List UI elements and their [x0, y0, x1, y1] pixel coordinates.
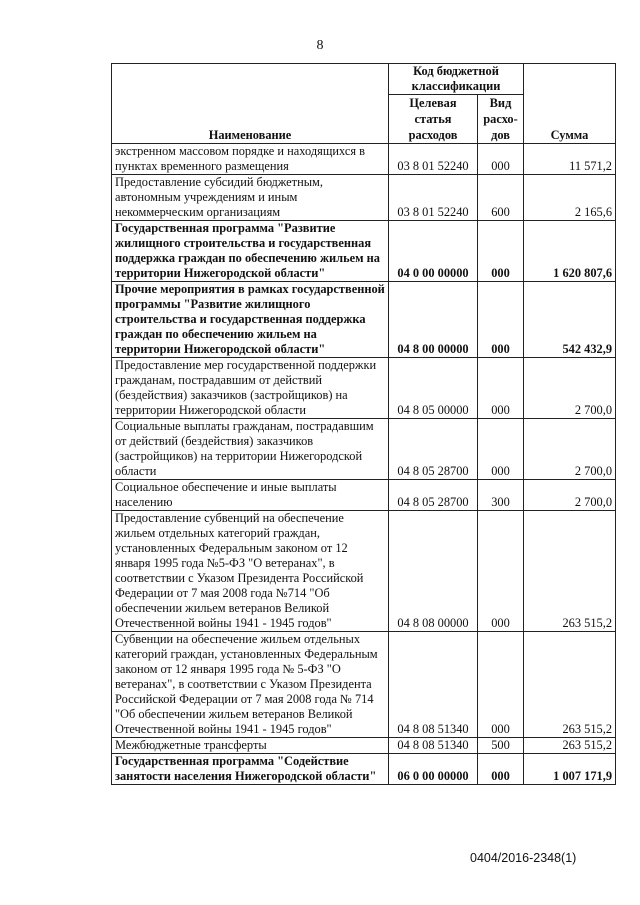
- row-name: Социальное обеспечение и иные выплаты населению: [112, 480, 389, 511]
- row-name: Межбюджетные трансферты: [112, 738, 389, 754]
- row-name: Субвенции на обеспечение жильем отдельных категорий граждан, установленных Федеральным законом от 12 января 1995 года № 5-ФЗ "О ветеранах", в соответствии с Указом Президента Российской Федерации от 7 мая 2008 года № 714 "Об обеспечении жильем ветеранов Великой Отечественной войны 1941 - 1945 годов": [112, 632, 389, 738]
- row-target-article: 04 8 00 00000: [389, 282, 478, 358]
- row-amount: 11 571,2: [524, 144, 616, 175]
- budget-table: [111, 63, 616, 785]
- header-code-group: Код бюджетной классификации: [389, 64, 524, 95]
- row-amount: 263 515,2: [524, 738, 616, 754]
- row-target-article: 04 8 08 51340: [389, 632, 478, 738]
- row-name: Государственная программа "Содействие занятости населения Нижегородской области": [112, 754, 389, 785]
- row-amount: 542 432,9: [524, 282, 616, 358]
- table-row: [112, 358, 616, 419]
- row-expense-type: 000: [478, 144, 524, 175]
- row-target-article: 04 8 05 00000: [389, 358, 478, 419]
- table-row: [112, 282, 616, 358]
- row-expense-type: 000: [478, 754, 524, 785]
- row-amount: 2 700,0: [524, 358, 616, 419]
- row-expense-type: 000: [478, 282, 524, 358]
- row-expense-type: 000: [478, 419, 524, 480]
- row-amount: 263 515,2: [524, 632, 616, 738]
- row-target-article: 04 8 05 28700: [389, 419, 478, 480]
- row-amount: 2 700,0: [524, 480, 616, 511]
- header-target-article: Целевая статья расходов: [389, 95, 478, 144]
- row-target-article: 06 0 00 00000: [389, 754, 478, 785]
- row-name: Социальные выплаты гражданам, пострадавшим от действий (бездействия) заказчиков (застройщиков) на территории Нижегородской области: [112, 419, 389, 480]
- row-amount: 1 620 807,6: [524, 221, 616, 282]
- row-expense-type: 000: [478, 632, 524, 738]
- row-name: Прочие мероприятия в рамках государственной программы "Развитие жилищного строительства и государственная поддержка граждан по обеспечению жильем на территории Нижегородской области": [112, 282, 389, 358]
- row-amount: 263 515,2: [524, 511, 616, 632]
- table-row: [112, 419, 616, 480]
- table-row: [112, 632, 616, 738]
- table-header: [112, 64, 616, 144]
- row-target-article: 04 8 05 28700: [389, 480, 478, 511]
- header-amount: Сумма: [524, 64, 616, 144]
- table-row: [112, 221, 616, 282]
- document-reference: 0404/2016-2348(1): [470, 851, 577, 865]
- row-amount: 1 007 171,9: [524, 754, 616, 785]
- header-expense-type: Вид расхо-дов: [478, 95, 524, 144]
- row-amount: 2 700,0: [524, 419, 616, 480]
- row-target-article: 04 8 08 51340: [389, 738, 478, 754]
- row-name: Предоставление субсидий бюджетным, автономным учреждениям и иным некоммерческим организациям: [112, 175, 389, 221]
- table-row: [112, 480, 616, 511]
- row-expense-type: 000: [478, 358, 524, 419]
- row-target-article: 04 0 00 00000: [389, 221, 478, 282]
- table-row: [112, 511, 616, 632]
- table-row: [112, 754, 616, 785]
- row-expense-type: 500: [478, 738, 524, 754]
- header-name: Наименование: [112, 64, 389, 144]
- row-target-article: 04 8 08 00000: [389, 511, 478, 632]
- row-expense-type: 000: [478, 221, 524, 282]
- row-amount: 2 165,6: [524, 175, 616, 221]
- table-row: [112, 738, 616, 754]
- table-row: [112, 144, 616, 175]
- page-number: 8: [316, 38, 324, 53]
- row-expense-type: 000: [478, 511, 524, 632]
- row-expense-type: 300: [478, 480, 524, 511]
- row-expense-type: 600: [478, 175, 524, 221]
- row-target-article: 03 8 01 52240: [389, 175, 478, 221]
- table-row: [112, 175, 616, 221]
- row-name: экстренном массовом порядке и находящихся в пунктах временного размещения: [112, 144, 389, 175]
- table-body: [112, 144, 616, 785]
- row-target-article: 03 8 01 52240: [389, 144, 478, 175]
- row-name: Предоставление мер государственной поддержки гражданам, пострадавшим от действий (бездействия) заказчиков (застройщиков) на территории Нижегородской области: [112, 358, 389, 419]
- row-name: Предоставление субвенций на обеспечение жильем отдельных категорий граждан, установленных Федеральным законом от 12 января 1995 года №5-ФЗ "О ветеранах", в соответствии с Указом Президента Российской Федерации от 7 мая 2008 года №714 "Об обеспечении жильем ветеранов Великой Отечественной войны 1941 - 1945 годов": [112, 511, 389, 632]
- row-name: Государственная программа "Развитие жилищного строительства и государственная поддержка граждан по обеспечению жильем на территории Нижегородской области": [112, 221, 389, 282]
